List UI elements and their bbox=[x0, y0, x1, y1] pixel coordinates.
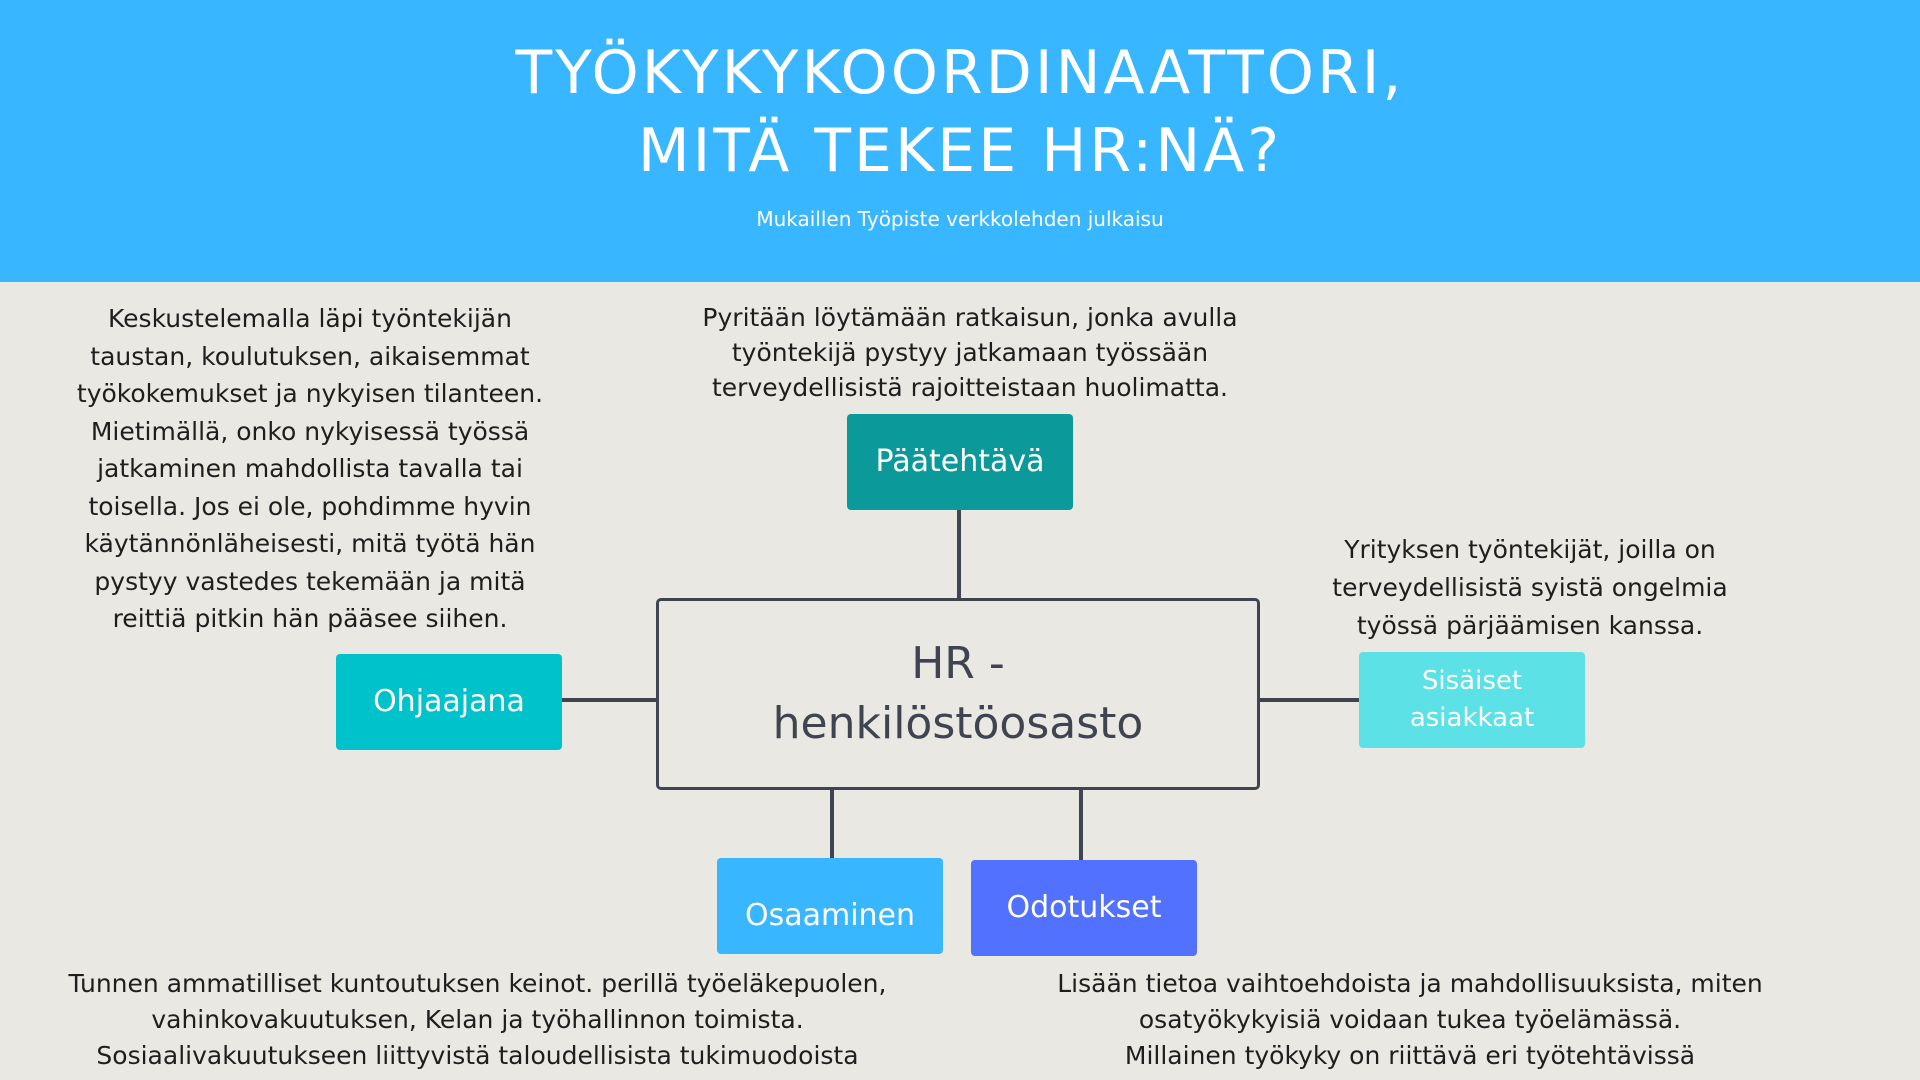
desc-ohjaajana-line: toisella. Jos ei ole, pohdimme hyvin bbox=[88, 491, 532, 521]
desc-ohjaajana-line: käytännönläheisesti, mitä työtä hän bbox=[84, 529, 536, 558]
desc-odotukset-line: Lisään tietoa vaihtoehdoista ja mahdollisuuksista, miten bbox=[1057, 969, 1763, 998]
node-sisaiset-label bbox=[1410, 663, 1534, 737]
hub-label-line-1: HR - bbox=[911, 638, 1005, 689]
node-ohjaajana-label: Ohjaajana bbox=[373, 684, 525, 719]
node-sisaiset-label-line-2: asiakkaat bbox=[1409, 703, 1535, 733]
page-title-line-1: TYÖKYKYKOORDINAATTORI, bbox=[515, 38, 1405, 108]
desc-sisaiset-asiakkaat bbox=[1270, 531, 1790, 645]
node-odotukset-label: Odotukset bbox=[1006, 890, 1162, 925]
hub-label bbox=[773, 634, 1144, 754]
desc-odotukset bbox=[1000, 966, 1820, 1074]
desc-ohjaajana-line: jatkaminen mahdollista tavalla tai bbox=[97, 454, 523, 483]
desc-paatehtava bbox=[660, 300, 1280, 405]
node-osaaminen-label: Osaaminen bbox=[744, 898, 916, 933]
desc-ohjaajana bbox=[40, 300, 580, 638]
desc-ohjaajana-line: reittiä pitkin hän pääsee siihen. bbox=[112, 604, 508, 633]
desc-osaaminen-line: Tunnen ammatilliset kuntoutuksen keinot. perillä työeläkepuolen, bbox=[68, 969, 887, 998]
node-paatehtava-label: Päätehtävä bbox=[875, 444, 1045, 479]
node-paatehtava bbox=[847, 414, 1073, 510]
node-sisaiset-asiakkaat bbox=[1359, 652, 1585, 748]
desc-sisaiset-line: työssä pärjäämisen kanssa. bbox=[1356, 611, 1704, 640]
desc-ohjaajana-line: työkokemukset ja nykyisen tilanteen. bbox=[76, 379, 544, 408]
desc-odotukset-line: osatyökykyisiä voidaan tukea työelämässä. bbox=[1138, 1005, 1682, 1034]
desc-osaaminen bbox=[0, 966, 955, 1074]
hub-label-line-2: henkilöstöosasto bbox=[772, 698, 1144, 749]
desc-paatehtava-line: terveydellisistä rajoitteistaan huolimatta. bbox=[712, 373, 1228, 402]
desc-sisaiset-line: terveydellisistä syistä ongelmia bbox=[1332, 573, 1728, 602]
desc-paatehtava-line: Pyritään löytämään ratkaisun, jonka avulla bbox=[702, 303, 1238, 332]
node-odotukset bbox=[971, 860, 1197, 956]
node-ohjaajana bbox=[336, 654, 562, 750]
desc-ohjaajana-line: pystyy vastedes tekemään ja mitä bbox=[94, 566, 526, 596]
desc-sisaiset-line: Yrityksen työntekijät, joilla on bbox=[1344, 535, 1716, 564]
hub-hr-department bbox=[656, 598, 1260, 790]
desc-ohjaajana-line: Mietimällä, onko nykyisessä työssä bbox=[90, 416, 530, 446]
node-osaaminen bbox=[717, 858, 943, 954]
desc-ohjaajana-line: taustan, koulutuksen, aikaisemmat bbox=[90, 341, 530, 371]
node-sisaiset-label-line-1: Sisäiset bbox=[1421, 666, 1523, 696]
desc-odotukset-line: Millainen työkyky on riittävä eri työtehtävissä bbox=[1124, 1041, 1696, 1070]
desc-osaaminen-line: vahinkovakuutuksen, Kelan ja työhallinnon toimista. bbox=[151, 1005, 804, 1034]
desc-ohjaajana-line: Keskustelemalla läpi työntekijän bbox=[108, 304, 512, 333]
desc-osaaminen-line: Sosiaalivakuutukseen liittyvistä taloudellisista tukimuodoista bbox=[96, 1041, 859, 1070]
page-subtitle: Mukaillen Työpiste verkkolehden julkaisu bbox=[756, 207, 1164, 231]
page-title-line-2: MITÄ TEKEE HR:NÄ? bbox=[637, 116, 1283, 186]
desc-paatehtava-line: työntekijä pystyy jatkamaan työssään bbox=[731, 338, 1209, 367]
